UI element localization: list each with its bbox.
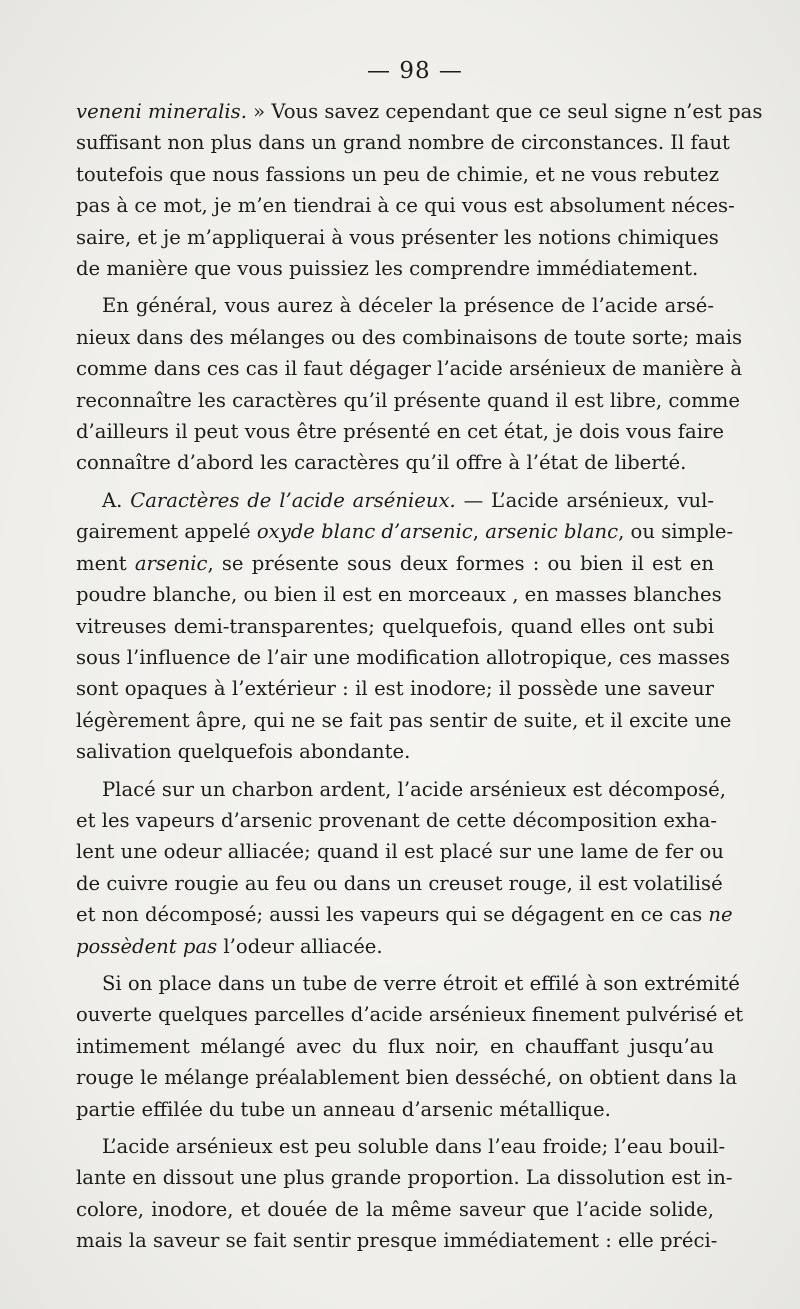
- text-run: intimement mélangé avec du flux noir, en chauffant jusqu’au: [76, 1034, 714, 1058]
- paragraph: [76, 485, 734, 768]
- text-run: sous l’influence de l’air une modification allotropique, ces masses: [76, 645, 730, 669]
- italic-run: oxyde blanc d’arsenic: [256, 520, 473, 544]
- text-line: [76, 548, 714, 579]
- text-run: de manière que vous puissiez les comprendre immédiatement.: [76, 257, 699, 281]
- italic-run: Caractères de l’acide arsénieux.: [130, 488, 456, 512]
- text-line: [76, 1225, 718, 1256]
- text-line: [76, 127, 730, 158]
- text-run: Si on place dans un tube de verre étroit et effilé à son extrémité: [102, 971, 740, 995]
- italic-run: ne: [708, 903, 733, 927]
- text-run: pas à ce mot, je m’en tiendrai à ce qui vous est absolument néces-: [76, 194, 735, 218]
- text-run: partie effilée du tube un anneau d’arsenic métallique.: [76, 1097, 611, 1121]
- text-run: sont opaques à l’extérieur : il est inodore; il possède une saveur: [76, 677, 714, 701]
- page-number: — 98 —: [367, 58, 463, 84]
- text-line: [76, 447, 714, 478]
- text-run: et non décomposé; aussi les vapeurs qui se dégagent en ce cas: [76, 903, 709, 927]
- text-line: [76, 999, 744, 1030]
- text-line: [76, 1094, 714, 1125]
- italic-run: possèdent pas: [76, 934, 218, 958]
- text-line: [76, 579, 722, 610]
- text-run: saire, et je m’appliquerai à vous présenter les notions chimiques: [76, 225, 719, 249]
- text-line: [76, 899, 733, 930]
- body-text: [76, 96, 763, 1257]
- text-run: rouge le mélange préalablement bien desséché, on obtient dans la: [76, 1066, 738, 1090]
- text-run: légèrement âpre, qui ne se fait pas sentir de suite, et il excite une: [76, 708, 732, 732]
- text-line: [76, 642, 730, 673]
- text-line: [76, 322, 743, 353]
- italic-run: arsenic blanc: [485, 520, 619, 544]
- text-run: Placé sur un charbon ardent, l’acide arsénieux est décomposé,: [102, 777, 726, 801]
- text-line: [76, 222, 719, 253]
- text-run: l’odeur alliacée.: [217, 934, 383, 958]
- text-run: lent une odeur alliacée; quand il est placé sur une lame de fer ou: [76, 840, 724, 864]
- italic-run: veneni mineralis.: [76, 100, 247, 123]
- text-line: [76, 190, 735, 221]
- text-line: [76, 611, 714, 642]
- text-line: [76, 385, 740, 416]
- text-run: colore, inodore, et douée de la même saveur que l’acide solide,: [76, 1197, 714, 1221]
- text-run: gairement appelé: [76, 520, 257, 544]
- paragraph: [76, 96, 763, 284]
- italic-run: arsenic: [134, 551, 208, 575]
- text-line: [76, 868, 723, 899]
- text-run: et les vapeurs d’arsenic provenant de cette décomposition exha-: [76, 808, 717, 832]
- text-line: [76, 705, 732, 736]
- paragraph: [76, 1131, 733, 1257]
- text-run: d’ailleurs il peut vous être présenté en cet état, je dois vous faire: [76, 420, 724, 444]
- text-run: » Vous savez cependant que ce seul signe n’est pas: [246, 100, 763, 123]
- text-run: vitreuses demi-transparentes; quelquefois, quand elles ont subi: [76, 614, 714, 638]
- text-run: toutefois que nous fassions un peu de chimie, et ne vous rebutez: [76, 162, 720, 186]
- text-line: [76, 290, 714, 321]
- text-line: [76, 516, 734, 547]
- text-run: de cuivre rougie au feu ou dans un creuset rouge, il est volatilisé: [76, 871, 723, 895]
- text-run: connaître d’abord les caractères qu’il offre à l’état de liberté.: [76, 451, 687, 475]
- text-line: [76, 931, 714, 962]
- text-line: [76, 673, 714, 704]
- text-run: , se présente sous deux formes : ou bien il est en: [207, 551, 714, 575]
- text-run: L’acide arsénieux est peu soluble dans l’eau froide; l’eau bouil-: [102, 1135, 726, 1158]
- text-run: , ou simple-: [618, 520, 734, 544]
- text-run: En général, vous aurez à déceler la présence de l’acide arsé-: [102, 294, 714, 318]
- text-run: suffisant non plus dans un grand nombre de circonstances. Il faut: [76, 131, 730, 155]
- text-line: [76, 353, 743, 384]
- text-run: nieux dans des mélanges ou des combinaisons de toute sorte; mais: [76, 325, 743, 349]
- text-run: reconnaître les caractères qu’il présente quand il est libre, comme: [76, 388, 740, 412]
- text-line: [76, 1131, 726, 1162]
- text-run: salivation quelquefois abondante.: [76, 740, 411, 764]
- text-line: [76, 774, 726, 805]
- text-run: A.: [102, 488, 131, 512]
- text-line: [76, 1031, 714, 1062]
- text-line: [76, 836, 724, 867]
- text-line: [76, 159, 720, 190]
- text-line: [76, 805, 717, 836]
- text-run: mais la saveur se fait sentir presque immédiatement : elle préci-: [76, 1229, 718, 1253]
- text-line: [76, 485, 714, 516]
- text-line: [76, 1062, 738, 1093]
- paragraph: [76, 290, 743, 478]
- paragraph: [76, 968, 744, 1125]
- text-line: [76, 96, 763, 127]
- text-run: poudre blanche, ou bien il est en morceaux , en masses blanches: [76, 583, 722, 607]
- paragraph: [76, 774, 733, 962]
- text-line: [76, 736, 714, 767]
- text-run: lante en dissout une plus grande proportion. La dissolution est in-: [76, 1166, 733, 1190]
- text-line: [76, 1162, 733, 1193]
- text-line: [76, 416, 724, 447]
- text-line: [76, 253, 714, 284]
- text-run: — L’acide arsénieux, vul-: [455, 488, 715, 512]
- text-run: ouverte quelques parcelles d’acide arsénieux finement pulvérisé et: [76, 1003, 744, 1027]
- text-run: ment: [76, 551, 135, 575]
- text-run: ,: [472, 520, 486, 544]
- text-run: comme dans ces cas il faut dégager l’acide arsénieux de manière à: [76, 357, 743, 381]
- text-line: [76, 1194, 714, 1225]
- text-line: [76, 968, 740, 999]
